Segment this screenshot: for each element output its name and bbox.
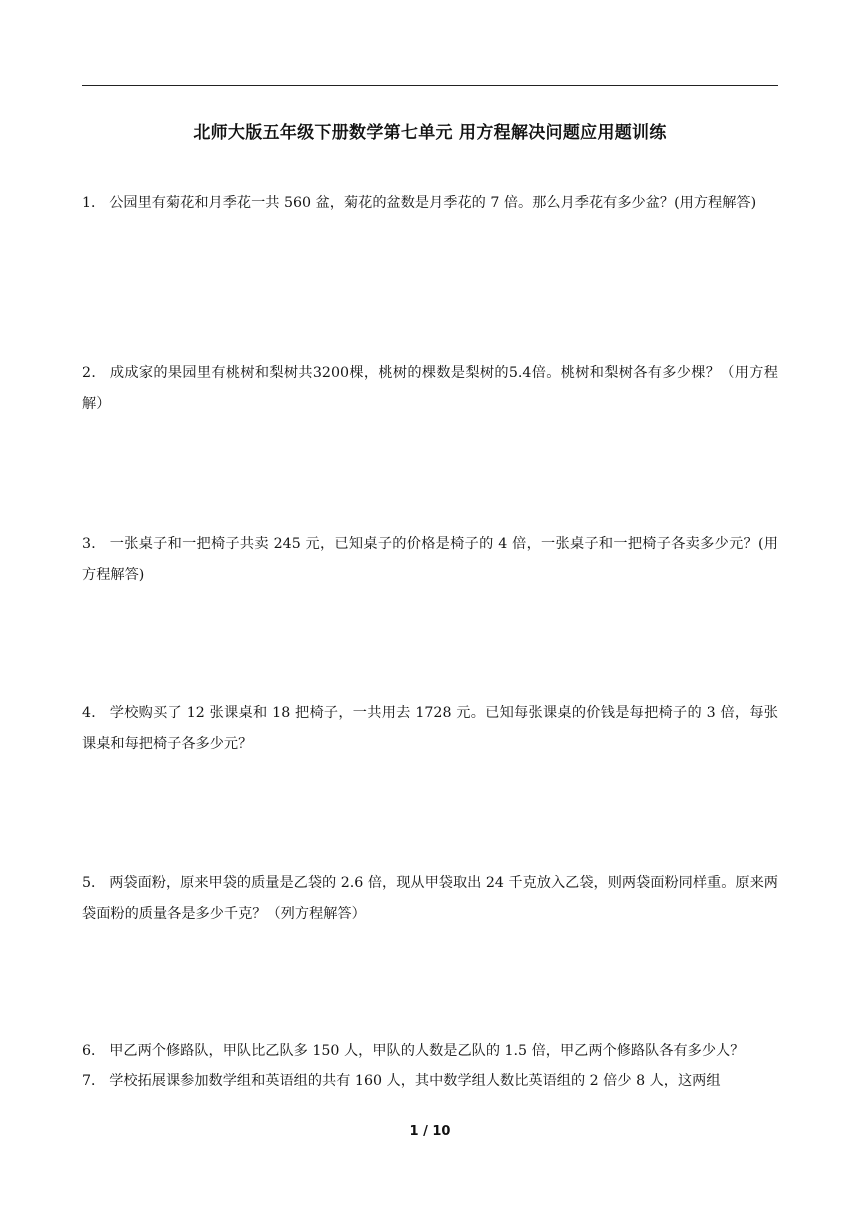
question-text: 两袋面粉，原来甲袋的质量是乙袋的 2.6 倍，现从甲袋取出 24 千克放入乙袋，则两袋面粉同样重。原来两袋面粉的质量各是多少千克？（列方程解答） bbox=[82, 875, 778, 922]
page-number: 1 / 10 bbox=[409, 1124, 451, 1139]
question-text: 学校购买了 12 张课桌和 18 把椅子，一共用去 1728 元。已知每张课桌的价钱是每把椅子的 3 倍，每张课桌和每把椅子各多少元？ bbox=[82, 705, 778, 752]
question-4 bbox=[82, 698, 778, 760]
question-text: 甲乙两个修路队，甲队比乙队多 150 人，甲队的人数是乙队的 1.5 倍，甲乙两个修路队各有多少人？ bbox=[109, 1043, 745, 1059]
question-number: 6． bbox=[82, 1043, 106, 1059]
question-number: 1． bbox=[82, 195, 106, 211]
page-title: 北师大版五年级下册数学第七单元 用方程解决问题应用题训练 bbox=[193, 123, 667, 143]
question-text: 公园里有菊花和月季花一共 560 盆，菊花的盆数是月季花的 7 倍。那么月季花有多少盆？(用方程解答) bbox=[109, 195, 757, 211]
question-number: 3． bbox=[82, 536, 106, 552]
question-number: 7． bbox=[82, 1073, 106, 1089]
question-text: 学校拓展课参加数学组和英语组的共有 160 人，其中数学组人数比英语组的 2 倍少 8 人，这两组 bbox=[109, 1073, 721, 1089]
question-2 bbox=[82, 358, 778, 420]
question-7 bbox=[82, 1066, 778, 1097]
question-number: 2． bbox=[82, 365, 106, 381]
question-number: 4． bbox=[82, 705, 106, 721]
question-6 bbox=[82, 1036, 778, 1067]
question-number: 5． bbox=[82, 875, 106, 891]
question-1 bbox=[82, 188, 778, 219]
question-3 bbox=[82, 529, 778, 591]
question-text: 成成家的果园里有桃树和梨树共3200棵，桃树的棵数是梨树的5.4倍。桃树和梨树各有多少棵？（用方程解） bbox=[82, 365, 778, 412]
question-text: 一张桌子和一把椅子共卖 245 元，已知桌子的价格是椅子的 4 倍，一张桌子和一把椅子各卖多少元？(用方程解答) bbox=[82, 536, 778, 583]
question-5 bbox=[82, 868, 778, 930]
header-rule bbox=[82, 85, 778, 86]
